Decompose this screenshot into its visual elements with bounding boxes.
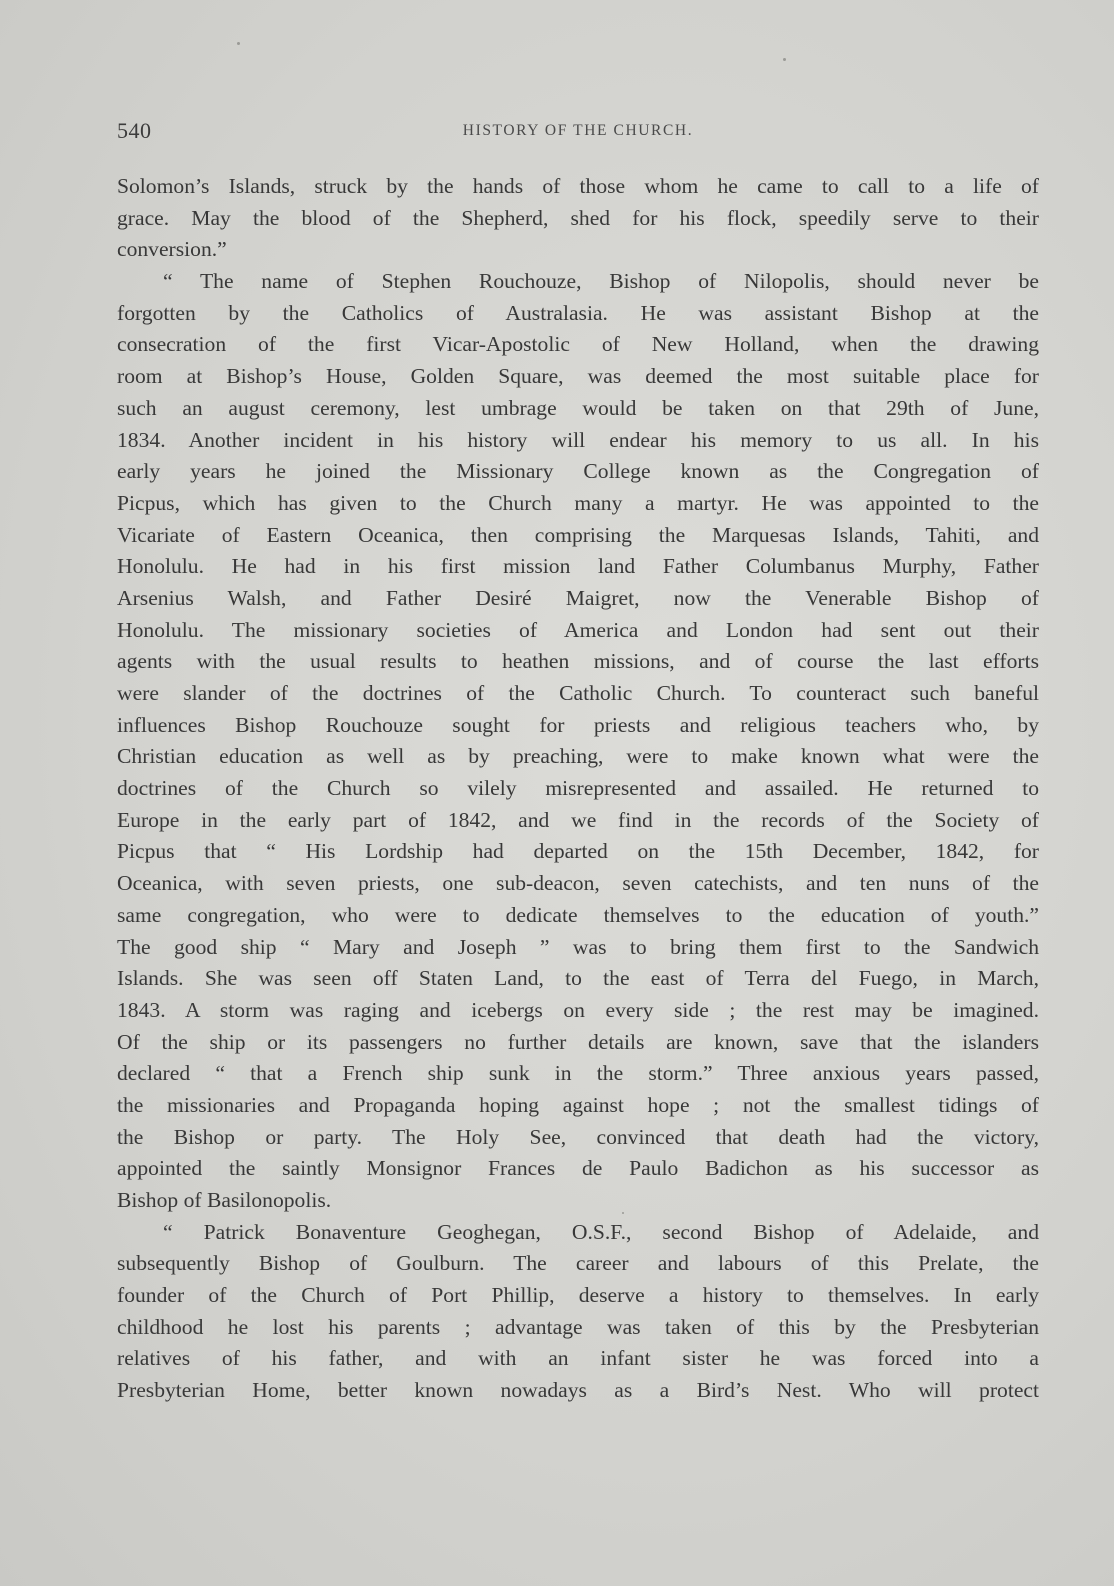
text-line: same congregation, who were to dedicate themselves to the education of youth.” — [117, 902, 1039, 927]
text-line: Oceanica, with seven priests, one sub-deacon, seven catechists, and ten nuns of the — [117, 871, 1039, 896]
running-head: HISTORY OF THE CHURCH. — [462, 122, 694, 139]
text-line: The good ship “ Mary and Joseph ” was to bring them first to the Sandwich — [117, 934, 1039, 959]
text-line: consecration of the first Vicar-Apostolic of New Holland, when the drawing — [117, 332, 1039, 357]
paper-speck — [783, 58, 786, 61]
text-line: Solomon’s Islands, struck by the hands of those whom he came to call to a life of — [117, 174, 1039, 198]
text-line: Bishop of Basilonopolis. — [117, 1188, 332, 1212]
text-line: subsequently Bishop of Goulburn. The career and labours of this Prelate, the — [117, 1251, 1039, 1276]
text-line: appointed the saintly Monsignor Frances de Paulo Badichon as his successor as — [117, 1156, 1039, 1181]
text-line: agents with the usual results to heathen missions, and of course the last efforts — [117, 649, 1039, 674]
text-line: the missionaries and Propaganda hoping against hope ; not the smallest tidings of — [117, 1092, 1039, 1117]
text-line: doctrines of the Church so vilely misrepresented and assailed. He returned to — [117, 776, 1039, 801]
paragraph-1 — [117, 171, 1039, 266]
text-line: founder of the Church of Port Phillip, deserve a history to themselves. In early — [117, 1283, 1039, 1308]
text-line: 1834. Another incident in his history will endear his memory to us all. In his — [117, 427, 1039, 452]
text-line: Honolulu. He had in his first mission land Father Columbanus Murphy, Father — [117, 554, 1039, 579]
text-line: conversion.” — [117, 237, 227, 262]
text-line: Presbyterian Home, better known nowadays as a Bird’s Nest. Who will protect — [117, 1378, 1039, 1403]
text-line: Honolulu. The missionary societies of America and London had sent out their — [117, 617, 1039, 642]
text-line: grace. May the blood of the Shepherd, shed for his flock, speedily serve to their — [117, 205, 1039, 230]
paragraph-3 — [117, 1217, 1039, 1407]
text-line: “ Patrick Bonaventure Geoghegan, O.S.F., second Bishop of Adelaide, and — [163, 1219, 1039, 1244]
text-line: Islands. She was seen off Staten Land, to the east of Terra del Fuego, in March, — [117, 966, 1039, 991]
text-line: influences Bishop Rouchouze sought for priests and religious teachers who, by — [117, 712, 1039, 737]
text-line: Christian education as well as by preaching, were to make known what were the — [117, 744, 1039, 769]
text-line: Of the ship or its passengers no further details are known, save that the islanders — [117, 1029, 1039, 1054]
text-line: room at Bishop’s House, Golden Square, was deemed the most suitable place for — [117, 364, 1039, 389]
text-line: “ The name of Stephen Rouchouze, Bishop of Nilopolis, should never be — [163, 269, 1039, 294]
text-line: such an august ceremony, lest umbrage would be taken on that 29th of June, — [117, 395, 1039, 420]
text-line: Picpus that “ His Lordship had departed on the 15th December, 1842, for — [117, 839, 1039, 864]
text-line: childhood he lost his parents ; advantage was taken of this by the Presbyterian — [117, 1314, 1039, 1339]
text-line: Vicariate of Eastern Oceanica, then comprising the Marquesas Islands, Tahiti, and — [117, 522, 1039, 547]
text-line: early years he joined the Missionary College known as the Congregation of — [117, 459, 1039, 484]
paragraph-2 — [117, 266, 1039, 1217]
text-line: Europe in the early part of 1842, and we find in the records of the Society of — [117, 807, 1039, 832]
page-number: 540 — [117, 118, 152, 143]
text-line: 1843. A storm was raging and icebergs on every side ; the rest may be imagined. — [117, 997, 1039, 1022]
text-line: Picpus, which has given to the Church many a martyr. He was appointed to the — [117, 490, 1039, 515]
text-line: declared “ that a French ship sunk in the storm.” Three anxious years passed, — [117, 1061, 1039, 1086]
page-header — [117, 118, 1039, 148]
paper-speck — [237, 42, 240, 45]
text-line: were slander of the doctrines of the Catholic Church. To counteract such baneful — [117, 681, 1039, 705]
body-text — [117, 171, 1039, 1407]
text-line: relatives of his father, and with an infant sister he was forced into a — [117, 1346, 1039, 1371]
text-line: forgotten by the Catholics of Australasia. He was assistant Bishop at the — [117, 300, 1039, 325]
text-line: Arsenius Walsh, and Father Desiré Maigret, now the Venerable Bishop of — [117, 585, 1039, 610]
text-line: the Bishop or party. The Holy See, convinced that death had the victory, — [117, 1124, 1039, 1149]
